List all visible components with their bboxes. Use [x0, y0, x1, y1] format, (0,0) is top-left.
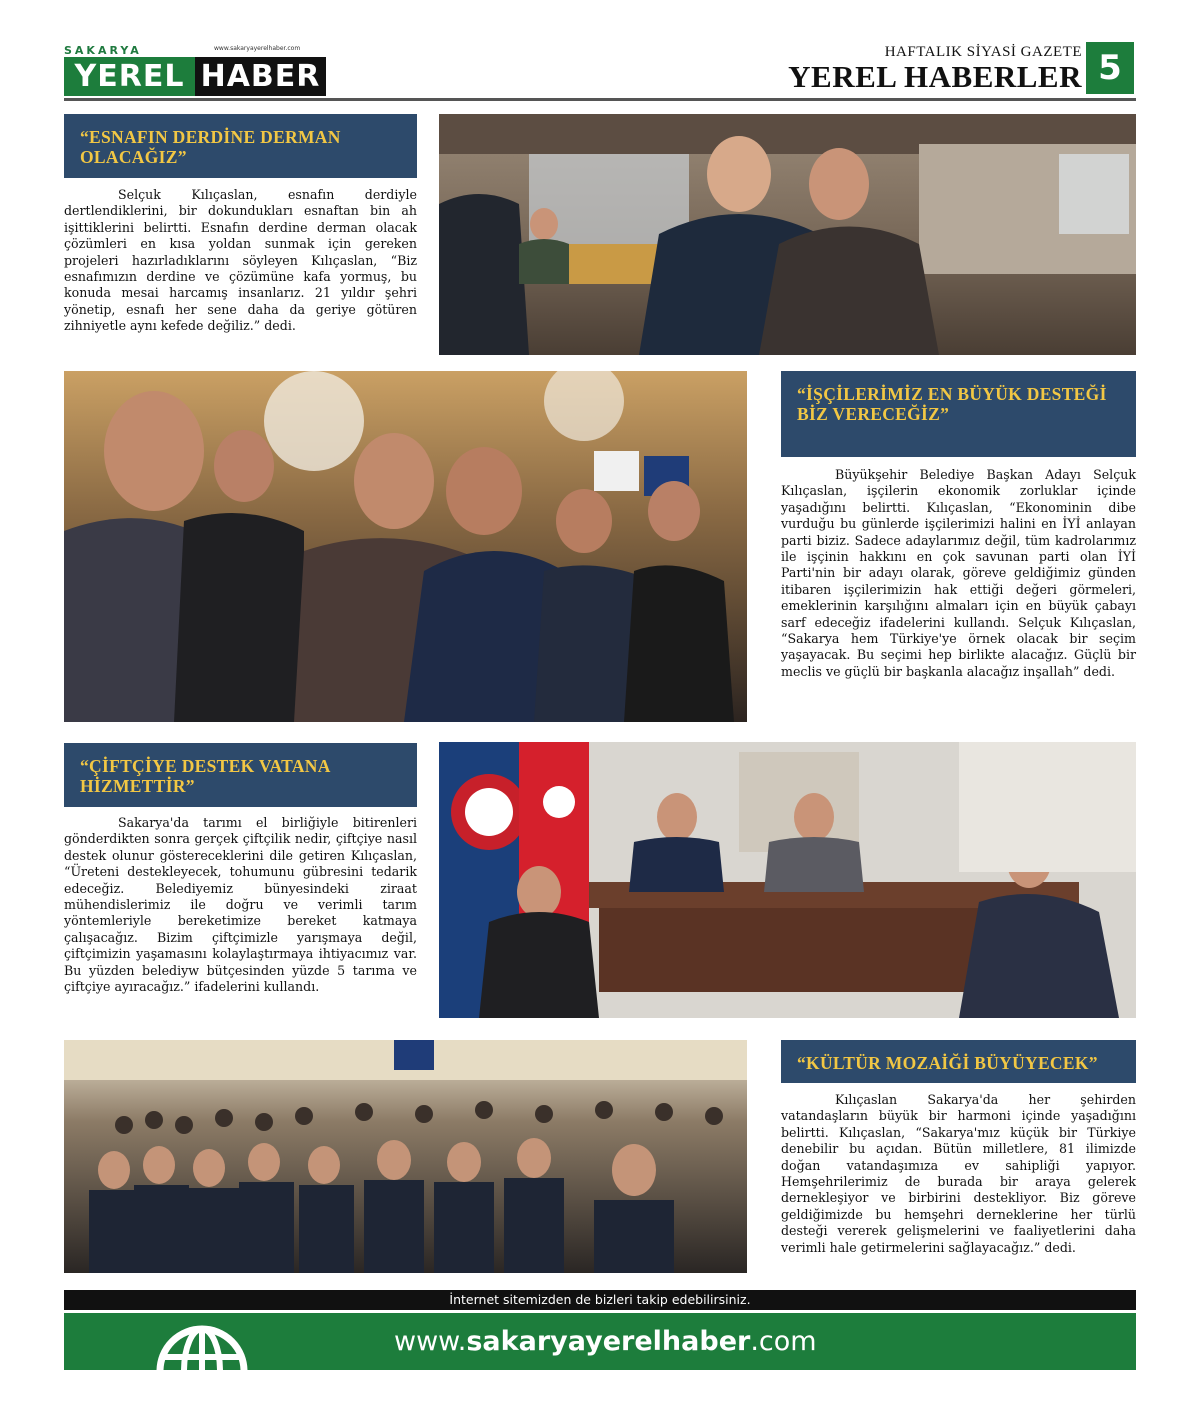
photo-culture-gathering-image	[64, 1040, 747, 1273]
page-number: 5	[1086, 42, 1134, 94]
article-4-heading: “KÜLTÜR MOZAİĞİ BÜYÜYECEK”	[781, 1040, 1136, 1083]
section-title: YEREL HABERLER	[788, 59, 1082, 94]
article-2-heading: “İŞÇİLERİMİZ EN BÜYÜK DESTEĞİ BİZ VERECEĞİZ”	[781, 371, 1136, 457]
logo-url: www.sakaryayerelhaber.com	[214, 45, 301, 52]
photo-workers-event	[64, 371, 747, 722]
header-divider	[64, 98, 1136, 101]
photo-farmers-meeting-image	[439, 742, 1136, 1018]
globe-icon	[154, 1323, 250, 1370]
url-suffix: .com	[750, 1326, 817, 1357]
article-1-text: Selçuk Kılıçaslan, esnafın derdiyle dertlendiklerini, bir dokundukları esnaftan bin ah işittiklerini belirtti. Esnafın derdine derman olacak çözümleri en kısa yoldan sunmak için gereken projeleri hazırladıklarını söyleyen Kılıçaslan, “Biz esnafımızın derdine ve çözümüne kafa yormuş, bu konuda mesai harcamış insanlarız. 21 yıldır şehri yönetip, esnafı her sene daha da geriye götüren zihniyetle aynı kefede değiliz.” dedi.	[64, 187, 417, 334]
photo-culture-gathering	[64, 1040, 747, 1273]
article-2-text: Büyükşehir Belediye Başkan Adayı Selçuk Kılıçaslan, işçilerin ekonomik zorluklar içinde yaşadığını belirtti. Kılıçaslan, “Ekonominin dibe vurduğu bu günlerde işçilerimizi halini en İYİ anlayan parti biziz. Sadece adaylarımız değil, tüm kadrolarımız ile işçinin hakkını en çok savunan parti olan İYİ Parti'nin bir adayı olarak, göreve geldiğimiz günden itibaren işçilerimizin hak ettiği değeri görmeleri, emeklerinin karşılığını almaları için en büyük çabayı sarf edeceğiz ifadelerini kullandı. Selçuk Kılıçaslan, “Sakarya hem Türkiye'ye örnek olacak bir seçim yaşayacak. Bu seçimi hep birlikte alacağız. Güçlü bir meclis ve güçlü bir başkanla alacağız inşallah” dedi.	[781, 467, 1136, 679]
article-3-text: Sakarya'da tarımı el birliğiyle bitirenleri gönderdikten sonra gerçek çiftçilik nedir, çiftçiye nasıl destek olunur göstereceklerini dile getiren Kılıçaslan, “Üreteni destekleyecek, tohumunu gübresini tedarik edeceğiz. Belediyemiz bünyesindeki ziraat mühendislerimiz ile doğru ve verimli tarım yöntemleriyle bereketimize bereket katmaya çalışacağız. Bizim çiftçimizle yarışmaya değil, çiftçimizin yaşamasını kolaylaştırmaya ihtiyacımız var. Bu yüzden belediyw bütçesinden yüzde 5 tarıma ve çiftçiye ayıracağız.” ifadelerini kullandı.	[64, 815, 417, 995]
header-kicker: HAFTALIK SİYASİ GAZETE	[884, 44, 1082, 60]
article-1-heading: “ESNAFIN DERDİNE DERMAN OLACAĞIZ”	[64, 114, 417, 178]
newspaper-logo[interactable]	[64, 44, 326, 96]
article-1-body	[64, 187, 417, 335]
photo-cafe-meeting	[439, 114, 1136, 355]
photo-workers-event-image	[64, 371, 747, 722]
website-banner[interactable]	[64, 1313, 1136, 1370]
logo-city: SAKARYA	[64, 44, 142, 57]
url-domain: sakaryayerelhaber	[466, 1326, 751, 1357]
article-2-body	[781, 467, 1136, 680]
page-header	[788, 44, 1082, 95]
logo-word-haber: HABER	[195, 57, 326, 96]
article-4-body	[781, 1092, 1136, 1256]
logo-word-yerel: YEREL	[64, 57, 195, 96]
article-4-text: Kılıçaslan Sakarya'da her şehirden vatandaşların büyük bir harmoni içinde yaşadığını belirtti. Kılıçaslan, “Sakarya'mız küçük bir Türkiye denebilir bu açıdan. Bütün milletlere, 81 ilimizde doğan vatandaşımıza ev sahipliği yapıyor. Hemşehrilerimiz de burada bir araya gelerek dernekleşiyor ve birbirini destekliyor. Biz göreve geldiğimizde bu hemşehri derneklerine her türlü desteği vererek gelişmelerini ve faaliyetlerini daha verimli hale getirmelerini sağlayacağız.” dedi.	[781, 1092, 1136, 1255]
url-prefix: www.	[394, 1326, 467, 1357]
article-3-heading: “ÇİFTÇİYE DESTEK VATANA HİZMETTİR”	[64, 743, 417, 807]
follow-us-bar: İnternet sitemizden de bizleri takip edebilirsiniz.	[64, 1290, 1136, 1310]
article-3-body	[64, 815, 417, 995]
photo-farmers-meeting	[439, 742, 1136, 1018]
website-url[interactable]	[394, 1313, 817, 1370]
photo-cafe-meeting-image	[439, 114, 1136, 355]
